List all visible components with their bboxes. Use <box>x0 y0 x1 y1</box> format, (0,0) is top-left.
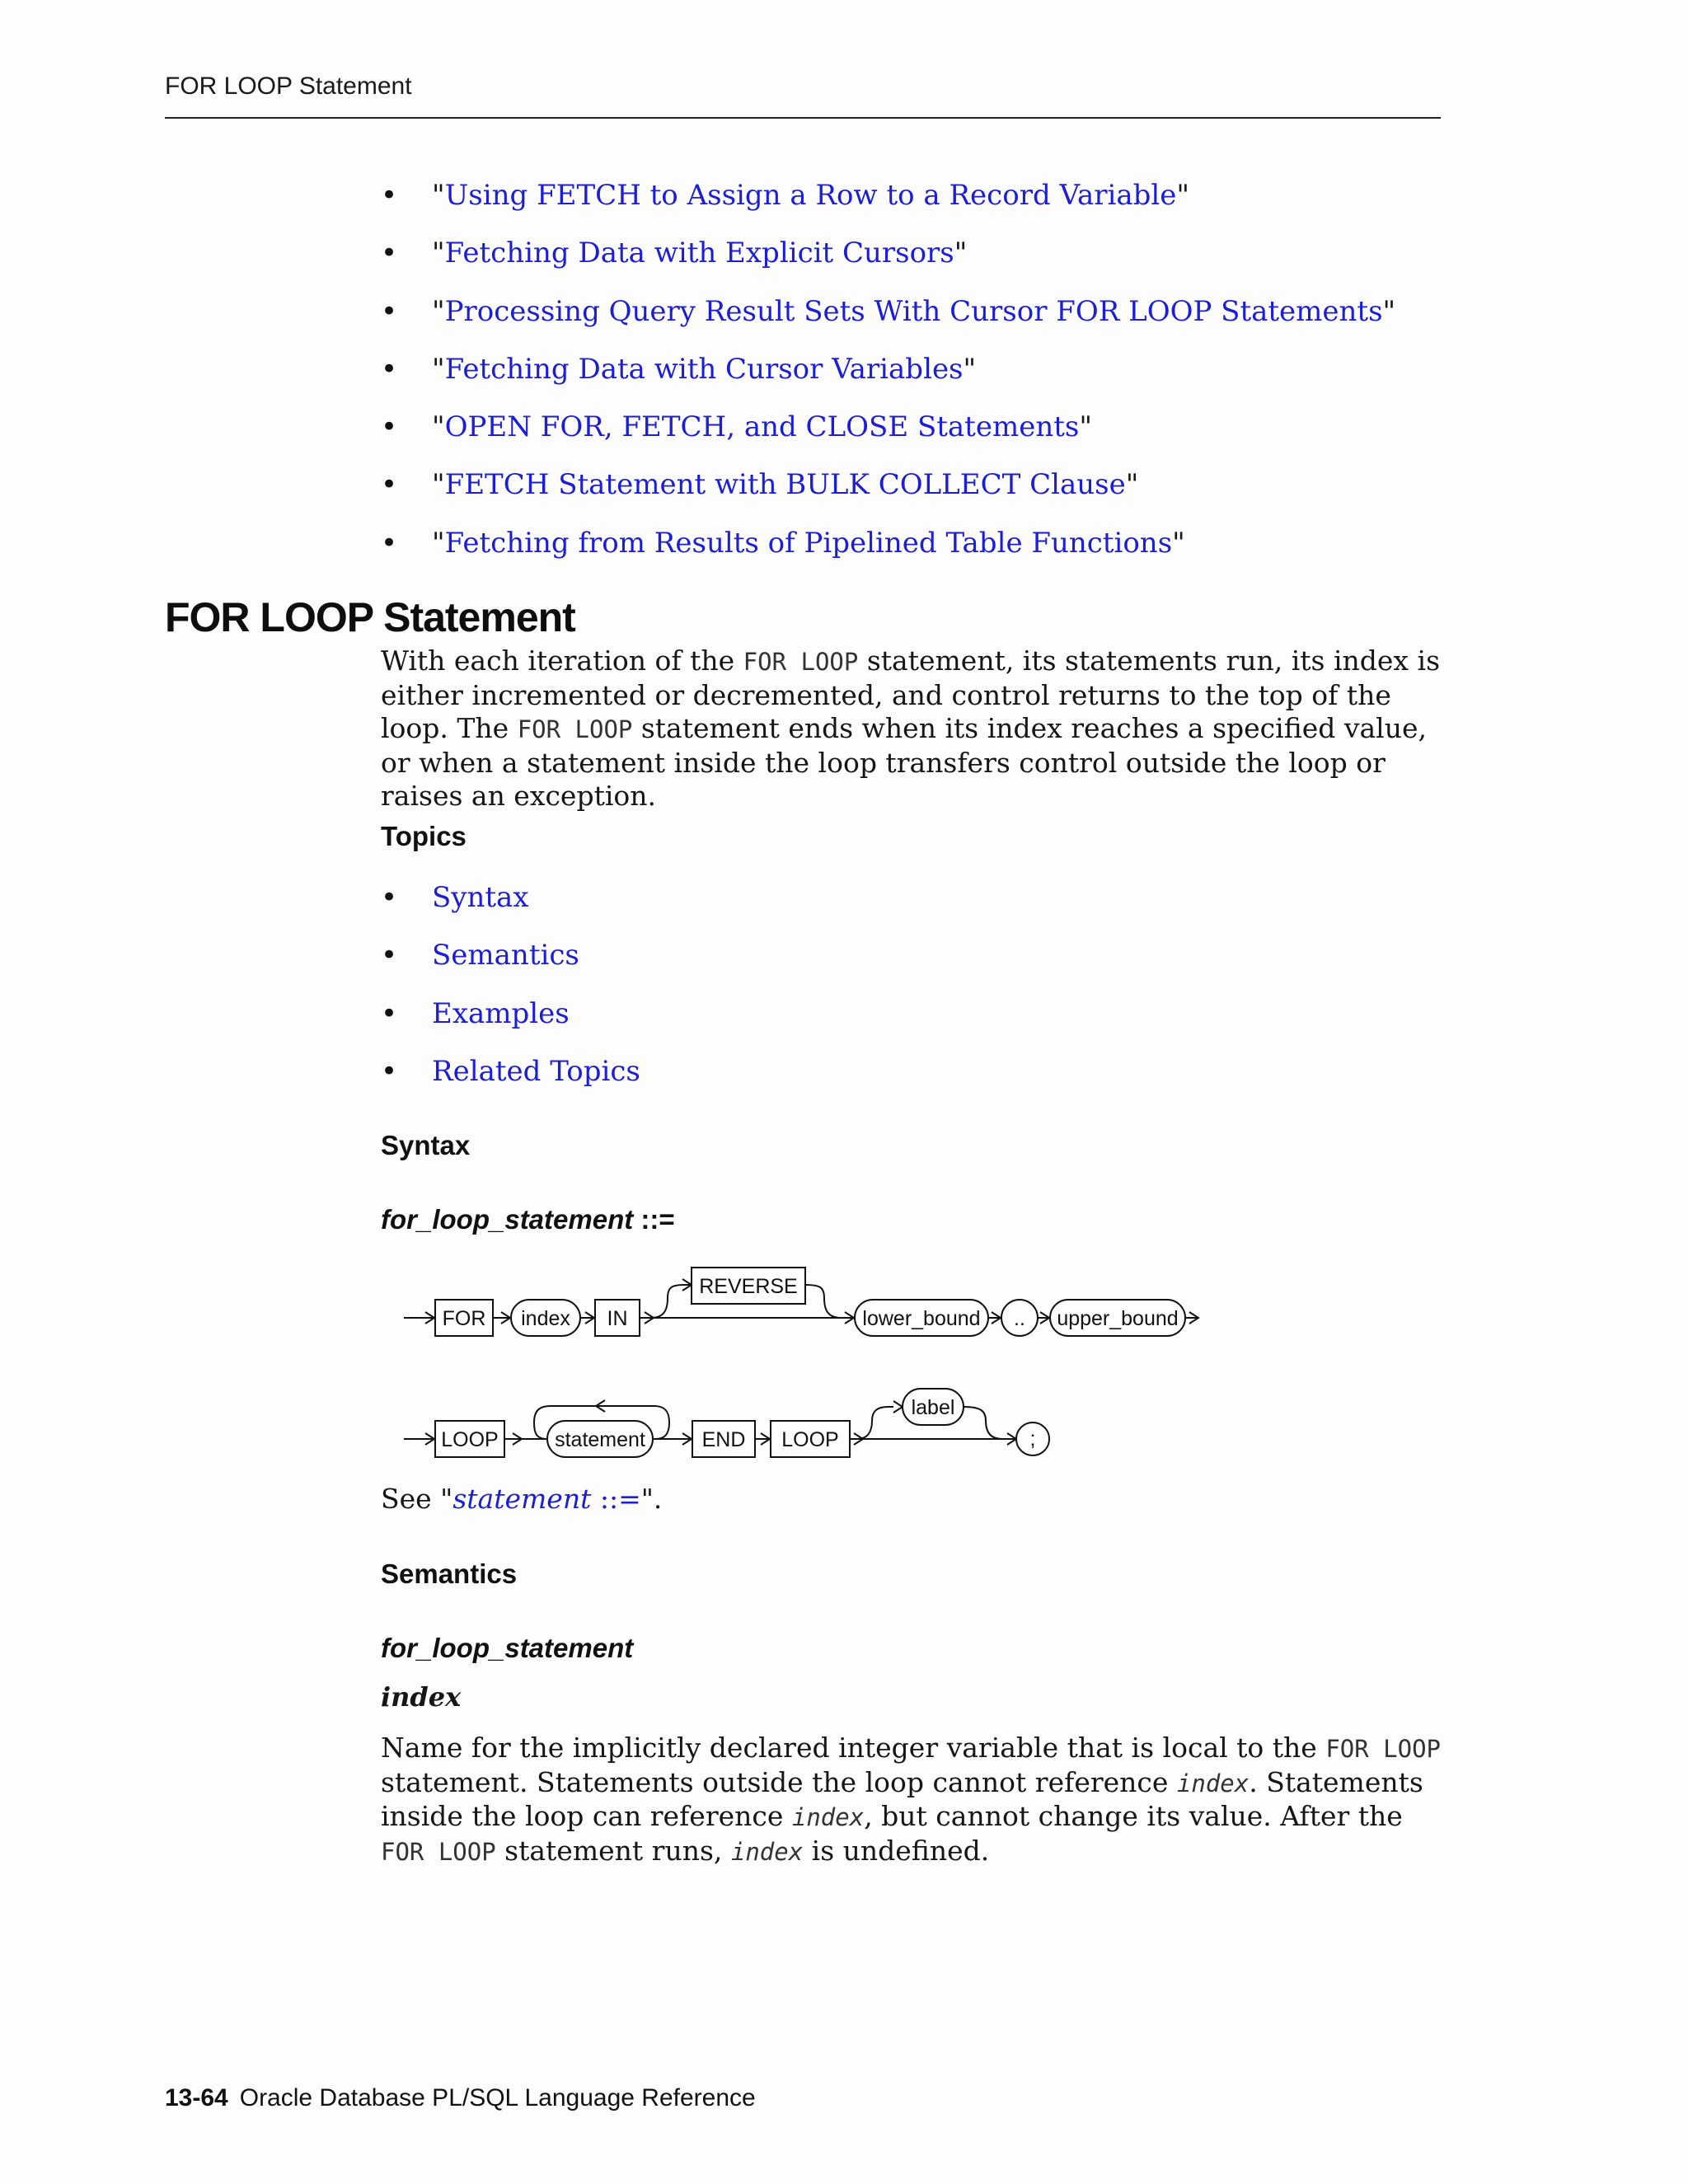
related-link[interactable]: Using FETCH to Assign a Row to a Record Variable <box>444 179 1177 212</box>
diagram-in-keyword: IN <box>607 1307 628 1330</box>
related-link[interactable]: FETCH Statement with BULK COLLECT Clause <box>444 468 1126 502</box>
code-for-loop: FOR LOOP <box>743 648 859 676</box>
list-item: • "FETCH Statement with BULK COLLECT Clause" <box>381 466 1395 523</box>
diagram-range-operator: .. <box>1014 1307 1025 1330</box>
code-for-loop: FOR LOOP <box>1325 1735 1442 1763</box>
list-item: • "Fetching from Results of Pipelined Table Functions" <box>381 524 1395 582</box>
topic-link-examples[interactable]: Examples <box>432 996 570 1030</box>
code-index: index <box>1176 1769 1250 1797</box>
code-index: index <box>730 1837 804 1866</box>
semantics-rule-name: for_loop_statement <box>381 1633 634 1663</box>
topic-link-semantics[interactable]: Semantics <box>432 939 579 972</box>
related-link[interactable]: OPEN FOR, FETCH, and CLOSE Statements <box>444 410 1080 444</box>
diagram-loop-keyword: LOOP <box>441 1428 499 1451</box>
diagram-for-keyword: FOR <box>442 1307 486 1330</box>
section-title: FOR LOOP Statement <box>165 594 575 640</box>
diagram-label: label <box>911 1396 955 1419</box>
diagram-statement: statement <box>555 1428 645 1451</box>
diagram-end-loop-keyword: LOOP <box>781 1428 839 1451</box>
related-link[interactable]: Fetching Data with Explicit Cursors <box>444 237 954 270</box>
running-header: FOR LOOP Statement <box>165 73 412 100</box>
syntax-rule-name: for_loop_statement ::= <box>381 1204 675 1235</box>
syntax-heading: Syntax <box>381 1130 471 1160</box>
diagram-index-identifier: index <box>521 1307 570 1330</box>
semantics-heading: Semantics <box>381 1558 518 1589</box>
list-item: • "Processing Query Result Sets With Cursor FOR LOOP Statements" <box>381 293 1395 350</box>
list-item: • "Using FETCH to Assign a Row to a Record Variable" <box>381 176 1395 234</box>
related-link[interactable]: Processing Query Result Sets With Cursor FOR LOOP Statements <box>444 294 1383 328</box>
topics-heading: Topics <box>381 821 467 851</box>
diagram-semicolon: ; <box>1029 1427 1036 1451</box>
see-also: See "statement ::=". <box>381 1483 663 1515</box>
topic-link-related-topics[interactable]: Related Topics <box>432 1054 640 1088</box>
code-index: index <box>791 1803 865 1831</box>
index-description: Name for the implicitly declared integer variable that is local to the FOR LOOP statement. Statements outside the loop cannot reference index. Statements inside the loop can reference index, but cannot change its value. After the FOR LOOP statement runs, index is undefined. <box>381 1732 1442 1867</box>
list-item: • "Fetching Data with Cursor Variables" <box>381 350 1395 408</box>
related-link[interactable]: Fetching from Results of Pipelined Table Functions <box>444 526 1173 560</box>
page-number: 13-64 <box>165 2084 228 2111</box>
book-title: Oracle Database PL/SQL Language Reference <box>239 2084 756 2111</box>
diagram-lower-bound: lower_bound <box>862 1307 981 1330</box>
code-for-loop: FOR LOOP <box>381 1837 496 1866</box>
list-item: • "Fetching Data with Explicit Cursors" <box>381 234 1395 292</box>
diagram-end-keyword: END <box>701 1428 746 1451</box>
topic-link-syntax[interactable]: Syntax <box>432 881 529 914</box>
code-for-loop: FOR LOOP <box>517 715 633 743</box>
diagram-upper-bound: upper_bound <box>1057 1307 1179 1330</box>
diagram-reverse-keyword: REVERSE <box>699 1275 798 1298</box>
index-heading: index <box>381 1681 462 1713</box>
intro-paragraph: With each iteration of the FOR LOOP statement, its statements run, its index is either incremented or decremented, and control returns to the top of the loop. The FOR LOOP statement ends when its index reaches a specified value, or when a statement inside the loop transfers control outside the loop or raises an exception. <box>381 644 1441 812</box>
page-footer <box>165 2084 756 2112</box>
list-item: • "OPEN FOR, FETCH, and CLOSE Statements" <box>381 408 1395 466</box>
related-link[interactable]: Fetching Data with Cursor Variables <box>444 352 964 386</box>
statement-syntax-link[interactable]: statement ::= <box>452 1483 641 1515</box>
